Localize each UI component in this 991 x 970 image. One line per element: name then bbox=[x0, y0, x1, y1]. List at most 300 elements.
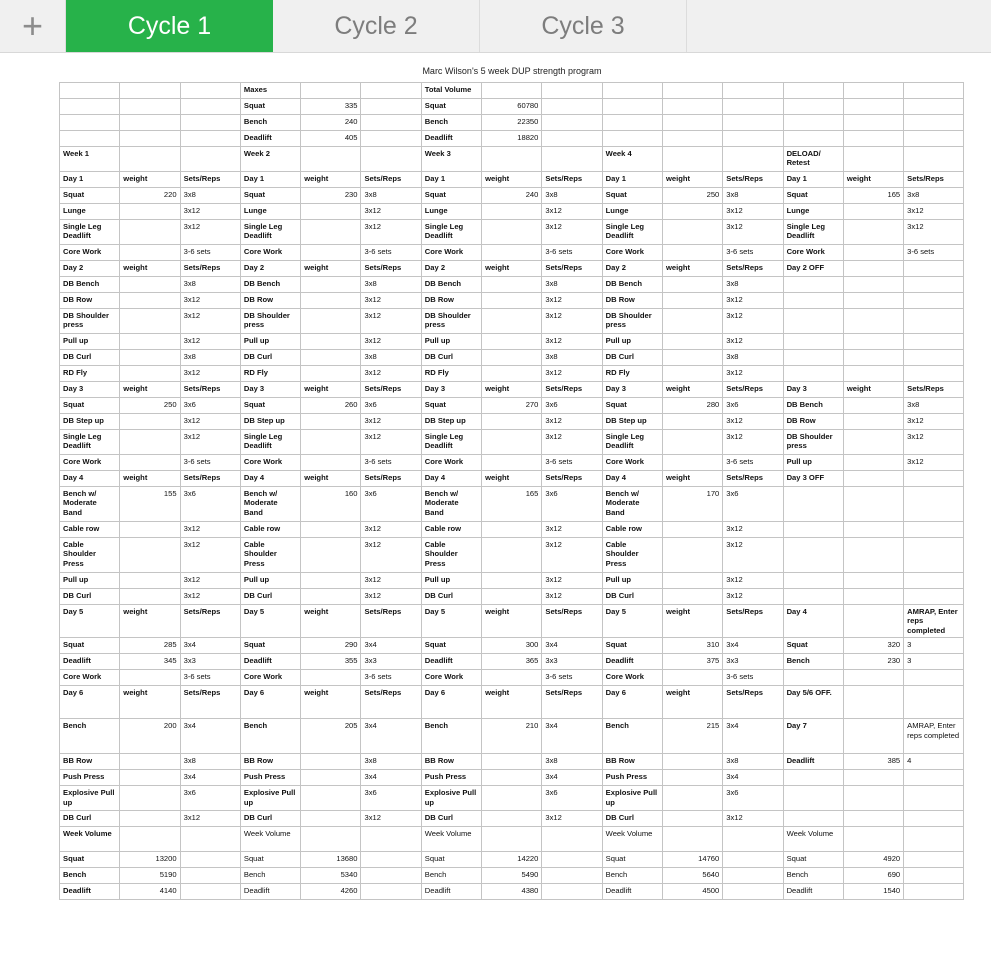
exercise-weight[interactable] bbox=[662, 293, 722, 309]
exercise-name[interactable]: DB Curl bbox=[602, 589, 662, 605]
exercise-name[interactable]: DB Curl bbox=[60, 589, 120, 605]
exercise-weight[interactable] bbox=[662, 589, 722, 605]
max-lift-name[interactable]: Deadlift bbox=[240, 131, 300, 147]
exercise-weight[interactable]: 160 bbox=[301, 487, 361, 522]
exercise-weight[interactable] bbox=[482, 277, 542, 293]
exercise-weight[interactable]: 155 bbox=[120, 487, 180, 522]
day-label[interactable]: Day 5 bbox=[421, 605, 481, 638]
exercise-sets-reps[interactable]: 3x3 bbox=[180, 654, 240, 670]
exercise-sets-reps[interactable]: 3x12 bbox=[723, 334, 783, 350]
exercise-sets-reps[interactable] bbox=[904, 538, 964, 573]
cell[interactable] bbox=[301, 83, 361, 99]
sets-reps-header[interactable]: Sets/Reps bbox=[904, 382, 964, 398]
cell[interactable] bbox=[843, 827, 903, 852]
exercise-weight[interactable] bbox=[120, 309, 180, 334]
exercise-weight[interactable] bbox=[120, 770, 180, 786]
exercise-name[interactable]: Pull up bbox=[421, 573, 481, 589]
cell[interactable] bbox=[602, 115, 662, 131]
exercise-name[interactable]: Squat bbox=[783, 188, 843, 204]
weight-header[interactable]: weight bbox=[301, 172, 361, 188]
exercise-name[interactable]: Bench bbox=[60, 719, 120, 754]
day-label[interactable]: Day 3 bbox=[240, 382, 300, 398]
exercise-weight[interactable]: 290 bbox=[301, 638, 361, 654]
volume-lift-name[interactable]: Deadlift bbox=[421, 884, 481, 900]
total-volume-lift-name[interactable]: Squat bbox=[421, 99, 481, 115]
exercise-weight[interactable] bbox=[482, 538, 542, 573]
exercise-weight[interactable] bbox=[843, 220, 903, 245]
exercise-weight[interactable] bbox=[843, 245, 903, 261]
exercise-name[interactable]: Bench w/ Moderate Band bbox=[240, 487, 300, 522]
exercise-sets-reps[interactable]: 3x12 bbox=[542, 811, 602, 827]
exercise-sets-reps[interactable]: 3x12 bbox=[542, 366, 602, 382]
exercise-weight[interactable] bbox=[120, 277, 180, 293]
exercise-name[interactable]: Cable Shoulder Press bbox=[60, 538, 120, 573]
exercise-sets-reps[interactable]: 3x4 bbox=[180, 770, 240, 786]
exercise-weight[interactable] bbox=[482, 220, 542, 245]
exercise-weight[interactable] bbox=[301, 770, 361, 786]
cell[interactable] bbox=[904, 131, 964, 147]
exercise-sets-reps[interactable] bbox=[904, 334, 964, 350]
week-volume-label[interactable]: Week Volume bbox=[60, 827, 120, 852]
exercise-sets-reps[interactable] bbox=[904, 277, 964, 293]
sets-reps-header[interactable]: Sets/Reps bbox=[180, 471, 240, 487]
exercise-sets-reps[interactable]: 3x12 bbox=[904, 430, 964, 455]
exercise-weight[interactable]: 230 bbox=[843, 654, 903, 670]
weight-header[interactable]: weight bbox=[843, 382, 903, 398]
cell[interactable] bbox=[180, 852, 240, 868]
total-volume-value[interactable]: 60780 bbox=[482, 99, 542, 115]
exercise-name[interactable] bbox=[783, 573, 843, 589]
exercise-sets-reps[interactable]: 3x8 bbox=[180, 754, 240, 770]
volume-value[interactable]: 4380 bbox=[482, 884, 542, 900]
exercise-name[interactable]: Squat bbox=[240, 638, 300, 654]
exercise-sets-reps[interactable]: 3x3 bbox=[542, 654, 602, 670]
exercise-weight[interactable] bbox=[482, 573, 542, 589]
max-lift-name[interactable]: Bench bbox=[240, 115, 300, 131]
exercise-name[interactable]: Single Leg Deadlift bbox=[421, 220, 481, 245]
exercise-sets-reps[interactable]: 3x8 bbox=[361, 754, 421, 770]
exercise-sets-reps[interactable]: 3x12 bbox=[361, 430, 421, 455]
exercise-weight[interactable]: 165 bbox=[482, 487, 542, 522]
day-label[interactable]: Day 1 bbox=[60, 172, 120, 188]
exercise-weight[interactable] bbox=[301, 538, 361, 573]
exercise-name[interactable]: Pull up bbox=[783, 455, 843, 471]
exercise-weight[interactable] bbox=[662, 220, 722, 245]
weight-header[interactable]: weight bbox=[120, 471, 180, 487]
weight-header[interactable] bbox=[843, 686, 903, 719]
exercise-sets-reps[interactable]: 3x4 bbox=[180, 638, 240, 654]
exercise-sets-reps[interactable]: 3-6 sets bbox=[180, 455, 240, 471]
exercise-weight[interactable] bbox=[120, 786, 180, 811]
volume-lift-name[interactable]: Squat bbox=[240, 852, 300, 868]
exercise-sets-reps[interactable]: 3x3 bbox=[361, 654, 421, 670]
exercise-weight[interactable] bbox=[482, 786, 542, 811]
exercise-name[interactable] bbox=[783, 589, 843, 605]
cell[interactable] bbox=[301, 827, 361, 852]
exercise-weight[interactable] bbox=[662, 430, 722, 455]
exercise-sets-reps[interactable]: 3x4 bbox=[723, 719, 783, 754]
exercise-name[interactable]: Bench bbox=[602, 719, 662, 754]
exercise-sets-reps[interactable] bbox=[904, 786, 964, 811]
exercise-name[interactable]: Single Leg Deadlift bbox=[60, 430, 120, 455]
day-label[interactable]: Day 5 bbox=[240, 605, 300, 638]
exercise-name[interactable]: Cable row bbox=[240, 522, 300, 538]
exercise-weight[interactable] bbox=[120, 811, 180, 827]
volume-value[interactable]: 14220 bbox=[482, 852, 542, 868]
sets-reps-header[interactable]: Sets/Reps bbox=[723, 471, 783, 487]
exercise-name[interactable]: Squat bbox=[60, 188, 120, 204]
week-title[interactable]: DELOAD/ Retest bbox=[783, 147, 843, 172]
exercise-sets-reps[interactable]: 3x8 bbox=[361, 188, 421, 204]
exercise-sets-reps[interactable] bbox=[904, 770, 964, 786]
day-label[interactable]: Day 4 bbox=[783, 605, 843, 638]
exercise-weight[interactable]: 260 bbox=[301, 398, 361, 414]
weight-header[interactable]: weight bbox=[482, 686, 542, 719]
exercise-name[interactable]: Deadlift bbox=[602, 654, 662, 670]
exercise-name[interactable]: BB Row bbox=[240, 754, 300, 770]
day-label[interactable]: Day 1 bbox=[421, 172, 481, 188]
week-volume-label[interactable]: Week Volume bbox=[421, 827, 481, 852]
exercise-name[interactable]: Core Work bbox=[421, 670, 481, 686]
cell[interactable] bbox=[542, 99, 602, 115]
weight-header[interactable]: weight bbox=[482, 172, 542, 188]
exercise-name[interactable]: Squat bbox=[240, 188, 300, 204]
volume-value[interactable]: 4140 bbox=[120, 884, 180, 900]
day-label[interactable]: Day 2 OFF bbox=[783, 261, 843, 277]
exercise-name[interactable]: DB Bench bbox=[421, 277, 481, 293]
cell[interactable] bbox=[904, 147, 964, 172]
cell[interactable] bbox=[723, 131, 783, 147]
week-title[interactable]: Week 1 bbox=[60, 147, 120, 172]
sets-reps-header[interactable]: Sets/Reps bbox=[723, 261, 783, 277]
exercise-name[interactable]: DB Step up bbox=[602, 414, 662, 430]
cell[interactable] bbox=[662, 83, 722, 99]
cell[interactable] bbox=[482, 827, 542, 852]
sets-reps-header[interactable]: Sets/Reps bbox=[542, 172, 602, 188]
exercise-name[interactable]: DB Bench bbox=[602, 277, 662, 293]
exercise-weight[interactable]: 200 bbox=[120, 719, 180, 754]
exercise-weight[interactable]: 345 bbox=[120, 654, 180, 670]
cell[interactable] bbox=[180, 147, 240, 172]
exercise-name[interactable]: Lunge bbox=[60, 204, 120, 220]
exercise-weight[interactable]: 210 bbox=[482, 719, 542, 754]
exercise-name[interactable]: DB Shoulder press bbox=[783, 430, 843, 455]
day-label[interactable]: Day 2 bbox=[602, 261, 662, 277]
exercise-sets-reps[interactable]: 3x8 bbox=[542, 277, 602, 293]
exercise-weight[interactable] bbox=[482, 293, 542, 309]
volume-lift-name[interactable]: Deadlift bbox=[240, 884, 300, 900]
volume-value[interactable]: 5640 bbox=[662, 868, 722, 884]
cell[interactable] bbox=[361, 827, 421, 852]
exercise-sets-reps[interactable] bbox=[904, 293, 964, 309]
exercise-weight[interactable] bbox=[120, 220, 180, 245]
volume-lift-name[interactable]: Bench bbox=[421, 868, 481, 884]
sets-reps-header[interactable]: Sets/Reps bbox=[180, 605, 240, 638]
sets-reps-header[interactable] bbox=[904, 686, 964, 719]
cell[interactable] bbox=[542, 83, 602, 99]
volume-value[interactable]: 5340 bbox=[301, 868, 361, 884]
exercise-weight[interactable] bbox=[301, 754, 361, 770]
exercise-weight[interactable]: 270 bbox=[482, 398, 542, 414]
exercise-weight[interactable] bbox=[662, 277, 722, 293]
exercise-weight[interactable] bbox=[482, 366, 542, 382]
exercise-name[interactable]: DB Curl bbox=[240, 811, 300, 827]
exercise-name[interactable]: Single Leg Deadlift bbox=[60, 220, 120, 245]
cell[interactable] bbox=[662, 147, 722, 172]
exercise-name[interactable] bbox=[783, 309, 843, 334]
cell[interactable] bbox=[361, 868, 421, 884]
exercise-weight[interactable]: 250 bbox=[120, 398, 180, 414]
weight-header[interactable]: weight bbox=[662, 471, 722, 487]
exercise-sets-reps[interactable] bbox=[904, 309, 964, 334]
exercise-name[interactable]: BB Row bbox=[60, 754, 120, 770]
exercise-sets-reps[interactable] bbox=[904, 573, 964, 589]
exercise-weight[interactable] bbox=[662, 811, 722, 827]
cell[interactable] bbox=[120, 827, 180, 852]
exercise-sets-reps[interactable]: 3x4 bbox=[361, 638, 421, 654]
exercise-name[interactable]: Pull up bbox=[602, 573, 662, 589]
exercise-weight[interactable] bbox=[482, 204, 542, 220]
cell[interactable] bbox=[301, 147, 361, 172]
exercise-name[interactable] bbox=[783, 811, 843, 827]
exercise-sets-reps[interactable]: 3x12 bbox=[542, 522, 602, 538]
exercise-sets-reps[interactable]: 3x12 bbox=[723, 366, 783, 382]
weight-header[interactable] bbox=[843, 605, 903, 638]
exercise-weight[interactable] bbox=[120, 589, 180, 605]
sets-reps-header[interactable]: Sets/Reps bbox=[723, 172, 783, 188]
weight-header[interactable]: weight bbox=[120, 172, 180, 188]
volume-lift-name[interactable]: Squat bbox=[60, 852, 120, 868]
day-label[interactable]: Day 5/6 OFF. bbox=[783, 686, 843, 719]
volume-value[interactable]: 4260 bbox=[301, 884, 361, 900]
exercise-sets-reps[interactable]: 3x6 bbox=[180, 487, 240, 522]
exercise-name[interactable]: DB Bench bbox=[240, 277, 300, 293]
exercise-name[interactable]: DB Step up bbox=[421, 414, 481, 430]
exercise-sets-reps[interactable]: 3x12 bbox=[904, 220, 964, 245]
exercise-weight[interactable] bbox=[482, 334, 542, 350]
cell[interactable] bbox=[843, 99, 903, 115]
exercise-weight[interactable] bbox=[843, 334, 903, 350]
sets-reps-header[interactable]: Sets/Reps bbox=[542, 471, 602, 487]
exercise-name[interactable]: Cable Shoulder Press bbox=[421, 538, 481, 573]
exercise-sets-reps[interactable]: 3x12 bbox=[361, 293, 421, 309]
exercise-sets-reps[interactable]: 3x12 bbox=[180, 811, 240, 827]
exercise-name[interactable]: Single Leg Deadlift bbox=[602, 220, 662, 245]
exercise-name[interactable]: DB Shoulder press bbox=[240, 309, 300, 334]
exercise-weight[interactable] bbox=[120, 670, 180, 686]
exercise-sets-reps[interactable]: 3x4 bbox=[542, 770, 602, 786]
cell[interactable] bbox=[60, 115, 120, 131]
exercise-weight[interactable] bbox=[482, 430, 542, 455]
total-volume-value[interactable]: 18820 bbox=[482, 131, 542, 147]
exercise-sets-reps[interactable]: 3-6 sets bbox=[361, 245, 421, 261]
sets-reps-header[interactable]: Sets/Reps bbox=[361, 172, 421, 188]
volume-lift-name[interactable]: Squat bbox=[421, 852, 481, 868]
cell[interactable] bbox=[904, 884, 964, 900]
exercise-weight[interactable] bbox=[301, 573, 361, 589]
weight-header[interactable]: weight bbox=[662, 261, 722, 277]
exercise-weight[interactable]: 240 bbox=[482, 188, 542, 204]
sets-reps-header[interactable]: Sets/Reps bbox=[180, 172, 240, 188]
exercise-sets-reps[interactable]: 3x8 bbox=[723, 754, 783, 770]
sets-reps-header[interactable]: Sets/Reps bbox=[723, 382, 783, 398]
exercise-weight[interactable] bbox=[662, 455, 722, 471]
sets-reps-header[interactable]: Sets/Reps bbox=[542, 605, 602, 638]
total-volume-value[interactable]: 22350 bbox=[482, 115, 542, 131]
exercise-weight[interactable] bbox=[301, 245, 361, 261]
cell[interactable] bbox=[542, 147, 602, 172]
exercise-weight[interactable] bbox=[301, 786, 361, 811]
exercise-weight[interactable] bbox=[843, 204, 903, 220]
exercise-name[interactable]: BB Row bbox=[602, 754, 662, 770]
exercise-name[interactable]: Squat bbox=[60, 398, 120, 414]
exercise-name[interactable] bbox=[783, 786, 843, 811]
exercise-weight[interactable] bbox=[301, 293, 361, 309]
weight-header[interactable]: weight bbox=[301, 686, 361, 719]
weight-header[interactable]: weight bbox=[120, 686, 180, 719]
exercise-sets-reps[interactable]: 3x12 bbox=[723, 293, 783, 309]
day-label[interactable]: Day 3 bbox=[60, 382, 120, 398]
exercise-name[interactable]: RD Fly bbox=[240, 366, 300, 382]
volume-value[interactable]: 1540 bbox=[843, 884, 903, 900]
exercise-sets-reps[interactable] bbox=[904, 366, 964, 382]
exercise-sets-reps[interactable]: 3x12 bbox=[904, 414, 964, 430]
cell[interactable] bbox=[843, 131, 903, 147]
exercise-weight[interactable]: 220 bbox=[120, 188, 180, 204]
exercise-weight[interactable] bbox=[301, 811, 361, 827]
exercise-name[interactable]: DB Curl bbox=[60, 811, 120, 827]
exercise-name[interactable]: Push Press bbox=[421, 770, 481, 786]
sets-reps-header[interactable]: Sets/Reps bbox=[361, 605, 421, 638]
week-title[interactable]: Week 4 bbox=[602, 147, 662, 172]
exercise-name[interactable]: Lunge bbox=[602, 204, 662, 220]
exercise-name[interactable]: Bench w/ Moderate Band bbox=[60, 487, 120, 522]
exercise-name[interactable] bbox=[783, 487, 843, 522]
cell[interactable] bbox=[783, 131, 843, 147]
exercise-weight[interactable] bbox=[482, 455, 542, 471]
cell[interactable] bbox=[361, 115, 421, 131]
exercise-sets-reps[interactable]: 3x12 bbox=[723, 522, 783, 538]
cell[interactable] bbox=[723, 99, 783, 115]
exercise-weight[interactable] bbox=[120, 293, 180, 309]
exercise-sets-reps[interactable]: 3x4 bbox=[542, 638, 602, 654]
sets-reps-header[interactable] bbox=[904, 261, 964, 277]
exercise-sets-reps[interactable]: 3x12 bbox=[180, 309, 240, 334]
exercise-name[interactable]: Pull up bbox=[602, 334, 662, 350]
weight-header[interactable]: weight bbox=[301, 605, 361, 638]
exercise-sets-reps[interactable]: 3x12 bbox=[723, 430, 783, 455]
exercise-name[interactable]: DB Curl bbox=[60, 350, 120, 366]
exercise-name[interactable]: Lunge bbox=[240, 204, 300, 220]
exercise-sets-reps[interactable] bbox=[904, 670, 964, 686]
weight-header[interactable]: weight bbox=[482, 382, 542, 398]
sets-reps-header[interactable]: Sets/Reps bbox=[361, 686, 421, 719]
exercise-weight[interactable] bbox=[843, 455, 903, 471]
total-volume-label[interactable]: Total Volume bbox=[421, 83, 481, 99]
cell[interactable] bbox=[60, 99, 120, 115]
sets-reps-header[interactable]: Sets/Reps bbox=[180, 261, 240, 277]
exercise-sets-reps[interactable]: 3x12 bbox=[542, 293, 602, 309]
exercise-sets-reps[interactable]: 3 bbox=[904, 638, 964, 654]
exercise-name[interactable]: DB Row bbox=[60, 293, 120, 309]
exercise-sets-reps[interactable]: 3x3 bbox=[723, 654, 783, 670]
exercise-name[interactable]: Core Work bbox=[421, 455, 481, 471]
exercise-name[interactable]: Core Work bbox=[602, 245, 662, 261]
exercise-weight[interactable] bbox=[482, 770, 542, 786]
exercise-name[interactable]: Bench bbox=[783, 654, 843, 670]
sets-reps-header[interactable]: Sets/Reps bbox=[180, 686, 240, 719]
volume-lift-name[interactable]: Bench bbox=[783, 868, 843, 884]
exercise-weight[interactable] bbox=[843, 350, 903, 366]
cell[interactable] bbox=[542, 884, 602, 900]
day-label[interactable]: Day 6 bbox=[60, 686, 120, 719]
exercise-name[interactable]: DB Step up bbox=[60, 414, 120, 430]
cell[interactable] bbox=[180, 884, 240, 900]
exercise-name[interactable]: Pull up bbox=[60, 334, 120, 350]
exercise-weight[interactable] bbox=[120, 414, 180, 430]
exercise-weight[interactable] bbox=[662, 754, 722, 770]
exercise-weight[interactable] bbox=[301, 204, 361, 220]
exercise-sets-reps[interactable]: 3x12 bbox=[542, 334, 602, 350]
exercise-sets-reps[interactable]: 3x12 bbox=[542, 430, 602, 455]
exercise-sets-reps[interactable]: 3x6 bbox=[542, 487, 602, 522]
cell[interactable] bbox=[120, 99, 180, 115]
exercise-weight[interactable]: 280 bbox=[662, 398, 722, 414]
exercise-weight[interactable] bbox=[843, 309, 903, 334]
volume-value[interactable]: 13680 bbox=[301, 852, 361, 868]
exercise-name[interactable]: Single Leg Deadlift bbox=[240, 220, 300, 245]
cell[interactable] bbox=[120, 83, 180, 99]
weight-header[interactable]: weight bbox=[843, 172, 903, 188]
cell[interactable] bbox=[662, 827, 722, 852]
exercise-sets-reps[interactable]: 3x12 bbox=[180, 334, 240, 350]
sets-reps-header[interactable]: Sets/Reps bbox=[723, 686, 783, 719]
weight-header[interactable] bbox=[843, 261, 903, 277]
day-label[interactable]: Day 6 bbox=[240, 686, 300, 719]
volume-value[interactable]: 690 bbox=[843, 868, 903, 884]
exercise-weight[interactable] bbox=[662, 770, 722, 786]
exercise-weight[interactable] bbox=[843, 398, 903, 414]
cell[interactable] bbox=[361, 852, 421, 868]
cell[interactable] bbox=[361, 131, 421, 147]
exercise-name[interactable]: RD Fly bbox=[60, 366, 120, 382]
weight-header[interactable]: weight bbox=[482, 471, 542, 487]
exercise-name[interactable]: DB Shoulder press bbox=[602, 309, 662, 334]
exercise-sets-reps[interactable]: 3x8 bbox=[542, 754, 602, 770]
volume-lift-name[interactable]: Deadlift bbox=[602, 884, 662, 900]
cell[interactable] bbox=[723, 868, 783, 884]
exercise-weight[interactable]: 230 bbox=[301, 188, 361, 204]
exercise-name[interactable]: Squat bbox=[60, 638, 120, 654]
day-label[interactable]: Day 1 bbox=[602, 172, 662, 188]
exercise-weight[interactable] bbox=[662, 245, 722, 261]
weight-header[interactable]: weight bbox=[482, 605, 542, 638]
exercise-weight[interactable] bbox=[301, 455, 361, 471]
exercise-sets-reps[interactable]: 3-6 sets bbox=[542, 245, 602, 261]
exercise-weight[interactable] bbox=[301, 414, 361, 430]
exercise-weight[interactable]: 365 bbox=[482, 654, 542, 670]
week-title[interactable]: Week 3 bbox=[421, 147, 481, 172]
exercise-weight[interactable] bbox=[120, 334, 180, 350]
exercise-weight[interactable]: 355 bbox=[301, 654, 361, 670]
exercise-sets-reps[interactable]: 3x12 bbox=[361, 334, 421, 350]
volume-lift-name[interactable]: Deadlift bbox=[783, 884, 843, 900]
cell[interactable] bbox=[180, 827, 240, 852]
exercise-sets-reps[interactable]: 3x8 bbox=[361, 277, 421, 293]
exercise-weight[interactable] bbox=[482, 414, 542, 430]
exercise-weight[interactable]: 375 bbox=[662, 654, 722, 670]
cell[interactable] bbox=[723, 884, 783, 900]
